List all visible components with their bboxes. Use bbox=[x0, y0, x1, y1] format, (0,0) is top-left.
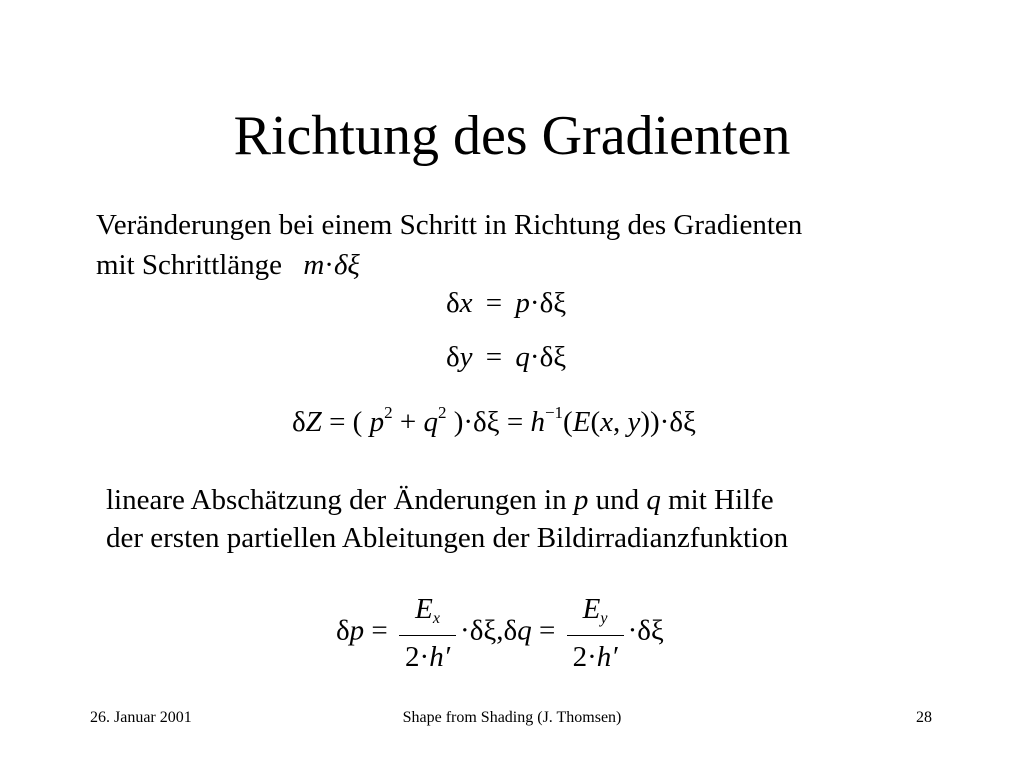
intro-line-2-text: mit Schrittlänge bbox=[96, 249, 283, 281]
equation-dZ: δZ = ( $p^2 + q^2$ )$\cdot\delta\xi = h^{-1}(E(x$, y))·δξ bbox=[292, 403, 696, 438]
footer-page-number: 28 bbox=[916, 709, 932, 726]
var-q: q bbox=[646, 484, 661, 516]
slide-title: Richtung des Gradienten bbox=[233, 105, 791, 167]
fraction-ex: $\frac{Ex}{2\cdot h'}$ bbox=[399, 592, 456, 674]
linear-estimate-line-2: der ersten partiellen Ableitungen der Bildirradianzfunktion bbox=[106, 522, 789, 554]
var-p: p bbox=[573, 484, 589, 516]
intro-line-1: Veränderungen bei einem Schritt in Richtung des Gradienten bbox=[96, 209, 803, 241]
footer-title: Shape from Shading (J. Thomsen) bbox=[402, 709, 622, 726]
linear-line1-und: und bbox=[595, 484, 640, 516]
linear-estimate-line-1 bbox=[106, 482, 774, 518]
footer-date: 26. Januar 2001 bbox=[90, 709, 192, 726]
linear-line1-part-b: mit Hilfe bbox=[668, 484, 774, 516]
step-length-expression: m·δξ bbox=[303, 249, 360, 281]
intro-line-2 bbox=[96, 247, 360, 283]
equation-dy: δy = q·δξ bbox=[446, 341, 567, 373]
equation-dx: δx = p·δξ bbox=[446, 287, 567, 319]
linear-line1-part-a: lineare Abschätzung der Änderungen in bbox=[106, 484, 567, 516]
fraction-ey: $\frac{Ey}{2\cdot h'}$ bbox=[567, 592, 624, 674]
equation-dp-dq: δp = $\frac{Ex}{2\cdot h'}$ ·δξ,δq = $\frac{Ey}{2\cdot h'}$ ·δξ bbox=[336, 593, 664, 673]
